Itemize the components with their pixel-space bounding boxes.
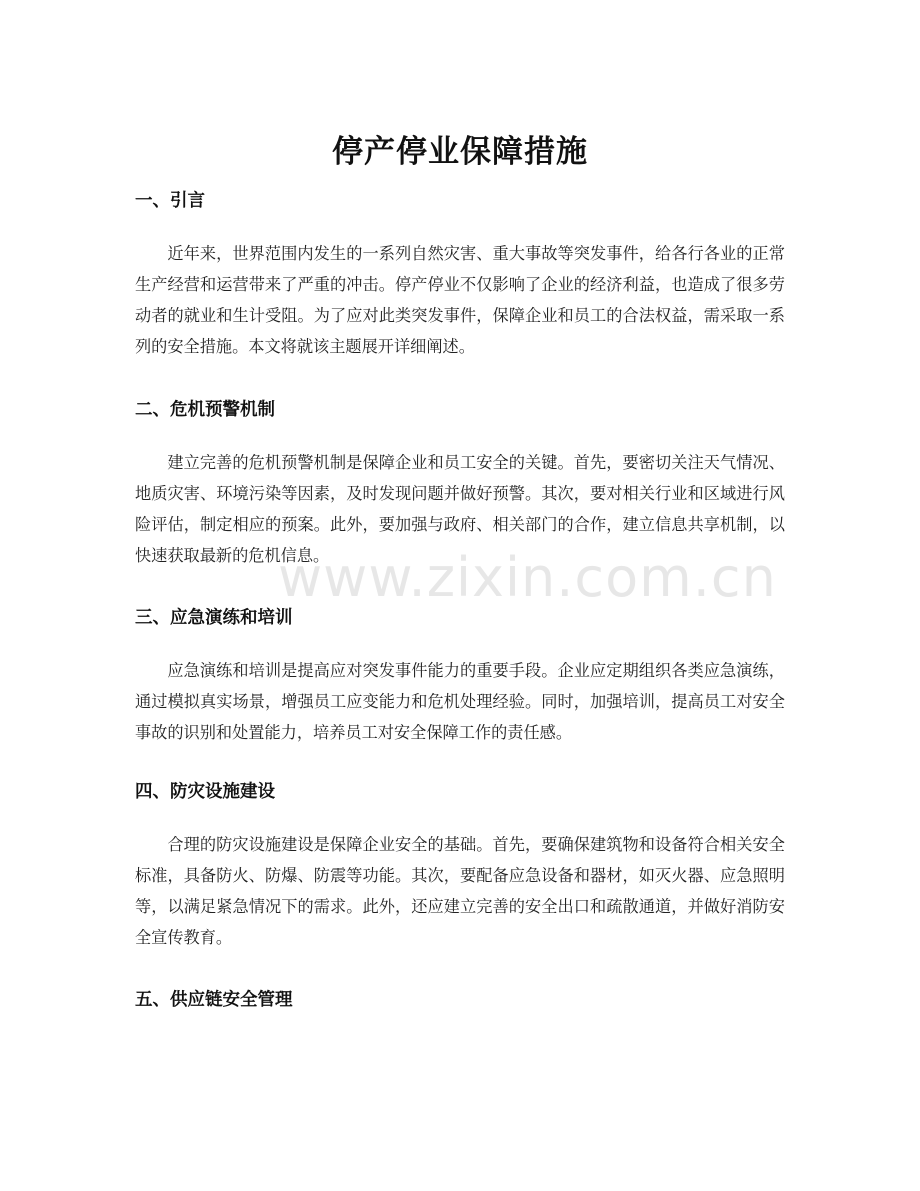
watermark-text: www.zixin.com.cn (278, 546, 777, 609)
section-body-introduction: 近年来，世界范围内发生的一系列自然灾害、重大事故等突发事件，给各行各业的正常生产经营和运营带来了严重的冲击。停产停业不仅影响了企业的经济利益，也造成了很多劳动者的就业和生计受阻。为了应对此类突发事件，保障企业和员工的合法权益，需采取一系列的安全措施。本文将就该主题展开详细阐述。 (135, 244, 785, 356)
section-heading-disaster-facilities: 四、防灾设施建设 (135, 782, 275, 802)
section-body-crisis-warning: 建立完善的危机预警机制是保障企业和员工安全的关键。首先，要密切关注天气情况、地质灾害、环境污染等因素，及时发现问题并做好预警。其次，要对相关行业和区域进行风险评估，制定相应的预案。此外，要加强与政府、相关部门的合作，建立信息共享机制，以快速获取最新的危机信息。 (135, 453, 785, 565)
section-body-emergency-drills: 应急演练和培训是提高应对突发事件能力的重要手段。企业应定期组织各类应急演练，通过模拟真实场景，增强员工应变能力和危机处理经验。同时，加强培训，提高员工对安全事故的识别和处置能力，培养员工对安全保障工作的责任感。 (135, 661, 785, 742)
document-title: 停产停业保障措施 (332, 133, 588, 170)
section-heading-emergency-drills: 三、应急演练和培训 (135, 608, 293, 628)
section-heading-crisis-warning: 二、危机预警机制 (135, 400, 275, 420)
section-heading-supply-chain: 五、供应链安全管理 (135, 990, 293, 1010)
section-body-disaster-facilities: 合理的防灾设施建设是保障企业安全的基础。首先，要确保建筑物和设备符合相关安全标准，具备防火、防爆、防震等功能。其次，要配备应急设备和器材，如灭火器、应急照明等，以满足紧急情况下的需求。此外，还应建立完善的安全出口和疏散通道，并做好消防安全宣传教育。 (135, 835, 785, 947)
section-heading-introduction: 一、引言 (135, 191, 205, 211)
